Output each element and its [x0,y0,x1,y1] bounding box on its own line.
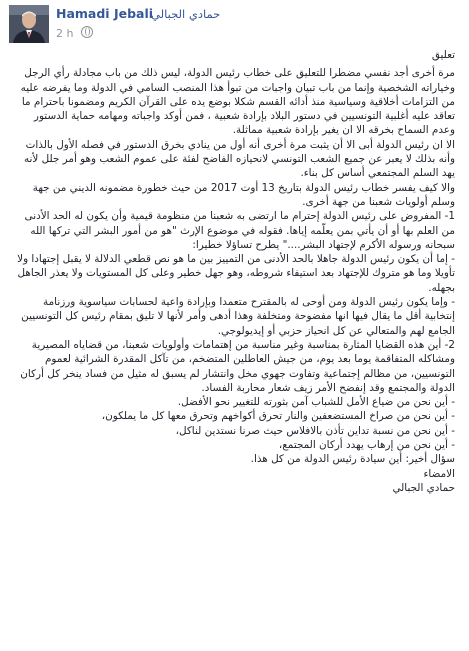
post-paragraph: مرة أخرى أجد نفسي مضطرا للتعليق على خطاب رئيس الدولة، ليس ذلك من باب مجادلة رأي الرجل وخياراته الشخصية وإنما من باب تبيان واجبات من تبوأ هذا المنصب السامي في الدولة وما يفرضه عليه من التزامات أخلاقية وسياسية منذ أدائه القسم شكلا بوضع يده على القرآن الكريم ومضمونا باحترام ما تعاقد عليه أغلبية التونسيين في دستور البلاد بإرادة شعبية ، فمن أوكد واجباته ومهامه حماية الدستور وعدم السماح بخرقه الا ان يغير بإرادة شعبية مماثلة. [20,67,455,137]
avatar[interactable] [9,5,49,43]
globe-icon[interactable] [81,26,93,38]
post-list-item: - أين نحن من إرهاب يهدد أركان المجتمع، [278,439,455,452]
post-paragraph: والا كيف يفسر خطاب رئيس الدولة بتاريخ 13 أوت 2017 من حيث خطورة مضمونه الديني من جهة وسلم أولويات شعبنا من جهة أخرى. [32,181,455,208]
profile-photo [9,5,49,43]
post-header [0,0,469,44]
post-meta [56,26,93,40]
post-paragraph: - وإما يكون رئيس الدولة ومن أوحى له بالمقترح متعمدا وبإرادة واعية لحسابات سياسوية ورزنامة إنتخابية أقل ما يقال فيها انها مفضوحة ومتخلفة وهذا أدهى وأمر لأنها لا تليق بمقام رئيس كل التونسيين الجامع لهم والمتعالي عن كل انحياز حزبي أو إيديولوجي. [21,296,455,337]
post-paragraph: 1- المفروض على رئيس الدولة إحترام ما ارتضى به شعبنا من منظومة قيمية وأن يكون له الحد الأدنى من العلم بها أو أن يأتي بمن يعلّمه إياها. فقوله في موضوع الإرث "هو من أمور البشر التي تركها الله سبحانه ورسوله الأكرم لإجتهاد البشر...." يطرح تساؤلا خطيرا: [24,210,455,251]
post-body [14,48,455,495]
author-name-arabic[interactable]: حمادي الجبالي [151,7,221,21]
author-name[interactable]: Hamadi Jebali [56,6,154,21]
post-closing: الامضاء [423,467,455,480]
post-timestamp[interactable]: 2 h [56,27,74,40]
post-heading: تعليق [431,49,455,61]
post-list-item: - أين نحن من نسبة تداين تأذن بالافلاس حيث صرنا نستدين لناكل، [175,424,455,437]
author-line [56,6,461,24]
post-paragraph: الا ان رئيس الدولة أبى الا أن يثبت مرة أخرى أنه أول من ينادي بخرق الدستور في فصله الأول بالذات وأنه بذلك لا يعبر عن جميع الشعب التونسي لانحيازه الفاضح لفئة على عموم الشعب وهو أمر جلل لأنه يهد السلم المجتمعي أساس كل بناء. [23,138,455,180]
post-paragraph: 2- أين هذه القضايا المثارة بمناسبة وغير مناسبة من إهتمامات وأولويات شعبنا، من قضاياه المصيرية ومشاكله المتفاقمة يوما بعد يوم، من جيش العاطلين المتضخم، من تآكل المقدرة الشرائية لعموم التونسيين، من مظالم إجتماعية وتفاوت جهوي مخل وانتشار لم يسبق له مثيل من فساد ينخر كل أركان الدولة والمجتمع وقد إنفضح الأمر زيف شعار محاربة الفساد. [20,338,455,394]
post-list-item: - أين نحن من ضياع الأمل للشباب آمن بثورته للتغيير نحو الأفضل. [177,396,455,409]
post-signature: حمادي الجبالي [392,481,455,494]
post-paragraph: - إما أن يكون رئيس الدولة جاهلا بالحد الأدنى من التمييز بين ما هو نص قطعي الدلالة لا يقبل إجتهادا ولا تأويلا وما هو متروك للإجتهاد بعد استيفاء شروطه، وهو جهل خطير وعلى كل المستويات ولا يعذر الجاهل بجهله. [17,253,455,294]
post-list-item: - أين نحن من صراخ المستضعفين والنار تحرق أكواخهم وتحرق معها كل ما يملكون، [101,410,455,423]
post-question: سؤال أخير: أين سيادة رئيس الدولة من كل هذا. [250,453,455,466]
